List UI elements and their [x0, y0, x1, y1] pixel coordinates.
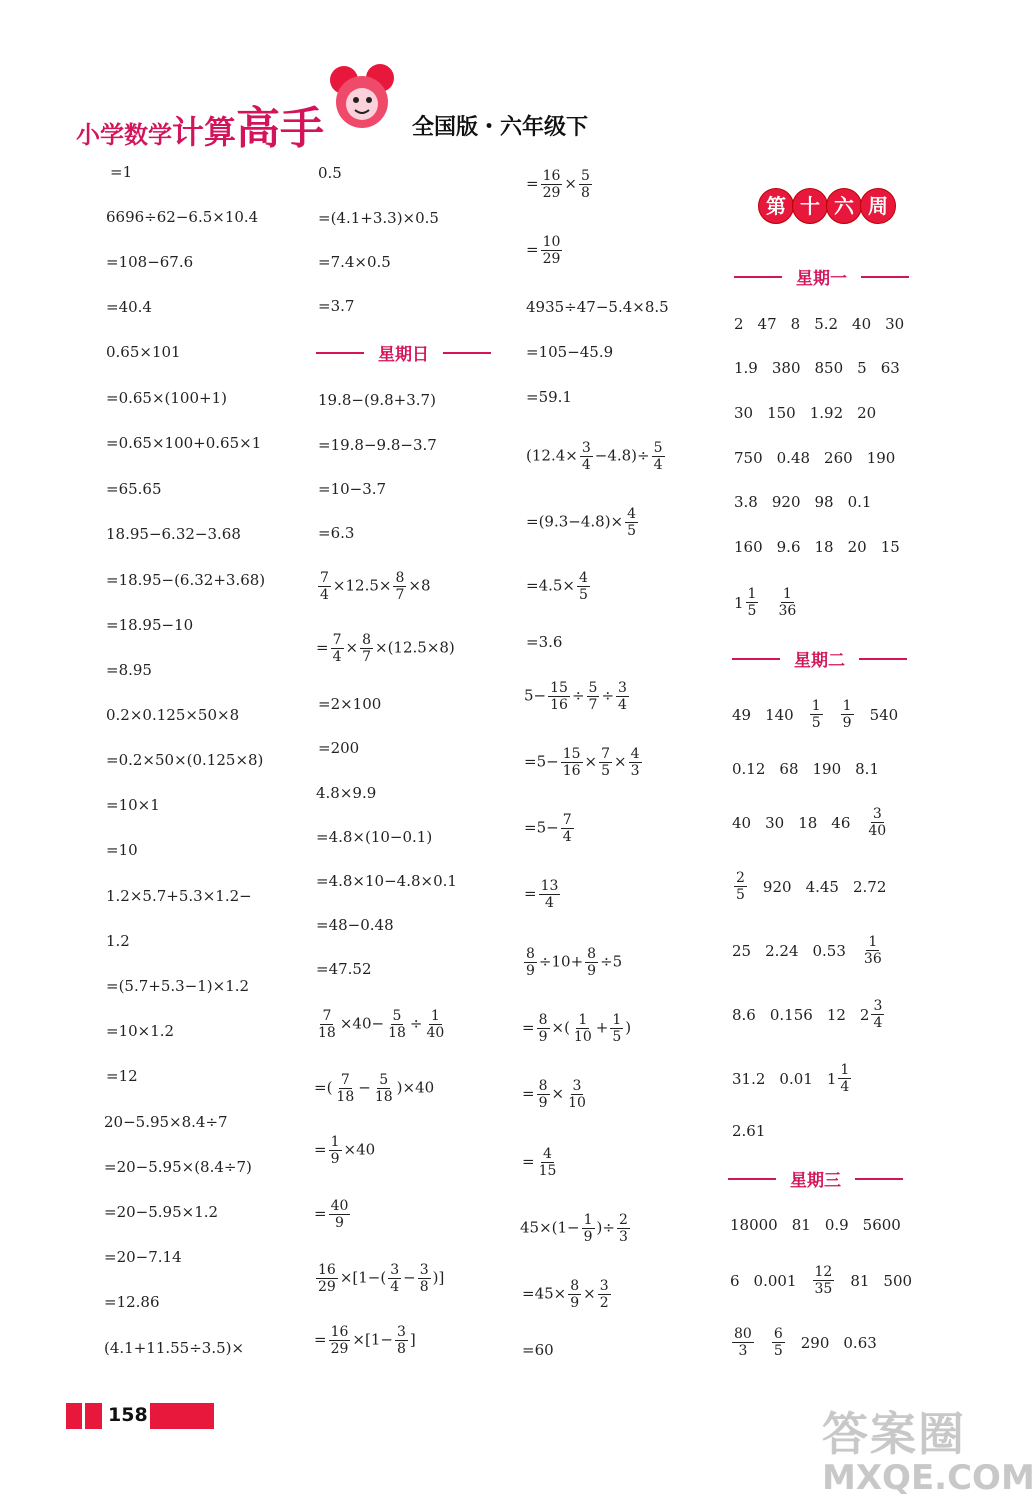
answer-row: 750 0.48 260 190: [734, 449, 896, 467]
section-sunday: [316, 340, 505, 365]
section-title: 星期二: [794, 651, 845, 671]
fraction-line: =4.5× $\frac{4}{5}$: [526, 570, 588, 603]
calc-line: =19.8−9.8−3.7: [318, 436, 437, 454]
calc-line: =10−3.7: [318, 480, 387, 498]
fraction-line: = $\frac{1}{9}$ ×40: [314, 1134, 376, 1167]
calc-line: =12: [106, 1067, 138, 1085]
fraction-line: = $\frac{8}{9}$ ×( $\frac{1}{10}$ + $\frac{1}{5}$ ): [522, 1012, 632, 1045]
calc-line: 20−5.95×8.4÷7: [104, 1113, 228, 1131]
calc-line: 4.8×9.9: [316, 784, 377, 802]
page-number: 158: [108, 1404, 148, 1426]
fraction-line: =(9.3−4.8)× $\frac{4}{5}$: [526, 506, 637, 539]
watermark-line-1: 答案圈: [822, 1407, 966, 1461]
fraction-line: =5− $\frac{15}{16}$ × $\frac{7}{5}$ × $\frac{4}{3}$: [524, 746, 640, 779]
calc-line: =108−67.6: [106, 253, 194, 271]
fraction-line: = $\frac{4}{15}$: [522, 1146, 557, 1179]
calc-line: =8.95: [106, 661, 152, 679]
calc-line: 1.2×5.7+5.3×1.2−: [106, 887, 252, 905]
calc-line: =0.65×100+0.65×1: [106, 434, 262, 452]
answer-row: 25 2.24 0.53 $\frac{1}{36}$: [732, 934, 882, 967]
calc-line: 4935÷47−5.4×8.5: [526, 298, 669, 316]
week-char: 六: [826, 188, 862, 224]
section-title: 星期日: [378, 345, 429, 365]
answer-row: 0.12 68 190 8.1: [732, 760, 879, 778]
calc-line: =60: [522, 1341, 554, 1359]
fraction-line: =45× $\frac{8}{9}$ × $\frac{3}{2}$: [522, 1278, 609, 1311]
calc-line: =4.8×(10−0.1): [316, 828, 433, 846]
calc-line: 1.2: [106, 932, 130, 950]
fraction-line: = $\frac{16}{29}$ × $\frac{5}{8}$: [526, 168, 590, 201]
title-part-2: 计算: [172, 113, 237, 151]
answer-row: 3.8 920 98 0.1: [734, 493, 872, 511]
answer-row: 2.61: [732, 1122, 766, 1140]
title-part-1: 小学数学: [76, 121, 172, 149]
watermark-line-2: MXQE.COM: [822, 1458, 1035, 1498]
fraction-line: 5− $\frac{15}{16}$ ÷ $\frac{5}{7}$ ÷ $\frac{3}{4}$: [524, 680, 627, 713]
calc-line: =10×1.2: [106, 1022, 175, 1040]
week-char: 周: [860, 188, 896, 224]
week-badge: [758, 188, 894, 224]
fraction-line: =( $\frac{7}{18}$ − $\frac{5}{18}$ )×40: [314, 1072, 435, 1105]
edition-label: 全国版・六年级下: [412, 115, 589, 140]
calc-line: =0.2×50×(0.125×8): [106, 751, 264, 769]
calc-line: =18.95−(6.32+3.68): [106, 571, 266, 589]
section-title: 星期三: [790, 1171, 841, 1191]
fraction-line: $\frac{7}{4}$ ×12.5× $\frac{8}{7}$ ×8: [320, 570, 431, 603]
fraction-line: $\frac{7}{18}$ ×40− $\frac{5}{18}$ ÷ $\frac{1}{40}$: [318, 1008, 445, 1041]
calc-line: =0.65×(100+1): [106, 389, 227, 407]
calc-line: =10×1: [106, 796, 160, 814]
answer-row: 31.2 0.01 1 $\frac{1}{4}$: [732, 1062, 850, 1095]
section-tuesday: [732, 646, 921, 671]
calc-line: 6696÷62−6.5×10.4: [106, 208, 259, 226]
fraction-line: (12.4× $\frac{3}{4}$ −4.8)÷ $\frac{5}{4}$: [526, 440, 663, 473]
calc-line: =6.3: [318, 524, 355, 542]
calc-line: =2×100: [318, 695, 382, 713]
calc-line: =65.65: [106, 480, 162, 498]
answer-row: 160 9.6 18 20 15: [734, 538, 900, 556]
section-monday: [734, 264, 923, 289]
page-marker-divider: [82, 1403, 85, 1429]
calc-line: =18.95−10: [106, 616, 194, 634]
fraction-line: 45×(1− $\frac{1}{9}$ )÷ $\frac{2}{3}$: [520, 1212, 628, 1245]
calc-line: =3.6: [526, 633, 563, 651]
calc-line: =12.86: [104, 1293, 160, 1311]
section-title: 星期一: [796, 269, 847, 289]
calc-line: 0.65×101: [106, 343, 181, 361]
calc-line: 0.5: [318, 164, 342, 182]
week-char: 第: [758, 188, 794, 224]
calc-line: =200: [318, 739, 360, 757]
calc-line: =(5.7+5.3−1)×1.2: [106, 977, 250, 995]
answer-row: 18000 81 0.9 5600: [730, 1216, 901, 1234]
answer-row: 40 30 18 46 $\frac{3}{40}$: [732, 806, 887, 839]
fraction-line: $\frac{8}{9}$ ÷10+ $\frac{8}{9}$ ÷5: [526, 946, 623, 979]
calc-line: =48−0.48: [316, 916, 394, 934]
fraction-line: = $\frac{7}{4}$ × $\frac{8}{7}$ ×(12.5×8): [316, 632, 455, 665]
calc-line: =105−45.9: [526, 343, 614, 361]
fraction-line: =5− $\frac{7}{4}$: [524, 812, 572, 845]
calc-line: =10: [106, 841, 138, 859]
calc-line: 18.95−6.32−3.68: [106, 525, 241, 543]
answer-row: 6 0.001 $\frac{12}{35}$ 81 500: [730, 1264, 913, 1297]
calc-line: =7.4×0.5: [318, 253, 391, 271]
answer-row: 8.6 0.156 12 2 $\frac{3}{4}$: [732, 998, 883, 1031]
book-title: [76, 92, 324, 156]
section-wednesday: [728, 1166, 917, 1191]
calc-line: (4.1+11.55÷3.5)×: [104, 1339, 245, 1357]
answer-row: 2 47 8 5.2 40 30: [734, 315, 905, 333]
calc-line: =1: [110, 163, 133, 181]
page-bar: [150, 1403, 214, 1429]
fraction-line: = $\frac{13}{4}$: [524, 878, 559, 911]
calc-line: 19.8−(9.8+3.7): [318, 391, 436, 409]
calc-line: =3.7: [318, 297, 355, 315]
fraction-line: = $\frac{10}{29}$: [526, 234, 561, 267]
answer-row: 30 150 1.92 20: [734, 404, 877, 422]
watermark: [822, 1408, 1035, 1496]
calc-line: =59.1: [526, 388, 572, 406]
answer-row: $\frac{2}{5}$ 920 4.45 2.72: [736, 870, 887, 903]
calc-line: =47.52: [316, 960, 372, 978]
calc-line: =20−7.14: [104, 1248, 182, 1266]
fraction-line: = $\frac{40}{9}$: [314, 1198, 349, 1231]
answer-row: 1.9 380 850 5 63: [734, 359, 900, 377]
calc-line: =20−5.95×1.2: [104, 1203, 219, 1221]
calc-line: =20−5.95×(8.4÷7): [104, 1158, 252, 1176]
fraction-line: = $\frac{8}{9}$ × $\frac{3}{10}$: [522, 1078, 586, 1111]
fraction-line: = $\frac{16}{29}$ ×[1− $\frac{3}{8}$ ]: [314, 1324, 416, 1357]
calc-line: =(4.1+3.3)×0.5: [318, 209, 439, 227]
answer-row: 1 $\frac{1}{5}$ $\frac{1}{36}$: [734, 586, 797, 619]
calc-line: 0.2×0.125×50×8: [106, 706, 240, 724]
answer-row: $\frac{80}{3}$ $\frac{6}{5}$ 290 0.63: [734, 1326, 877, 1359]
calc-line: =4.8×10−4.8×0.1: [316, 872, 457, 890]
fraction-line: $\frac{16}{29}$ ×[1−( $\frac{3}{4}$ − $\frac{3}{8}$ )]: [318, 1262, 445, 1295]
week-char: 十: [792, 188, 828, 224]
title-part-3: 高手: [236, 103, 325, 154]
mascot-icon: [322, 58, 402, 138]
answer-row: 49 140 $\frac{1}{5}$ $\frac{1}{9}$ 540: [732, 698, 899, 731]
calc-line: =40.4: [106, 298, 152, 316]
